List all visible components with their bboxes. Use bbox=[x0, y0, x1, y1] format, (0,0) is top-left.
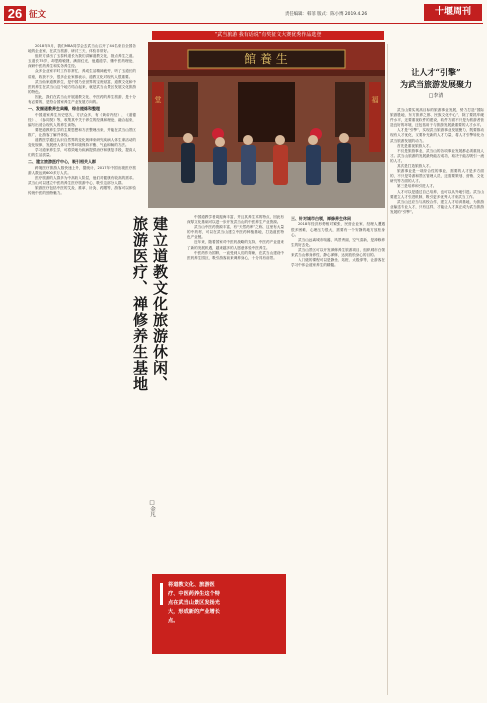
section-heading: 三、针对城市白领，禅修养生休闲 bbox=[291, 216, 351, 221]
right-column bbox=[390, 108, 484, 695]
paragraph: 人才可以是通过自己培养，也可以从外地引进。武当山要建立人才引进机制，吸引更多优秀人才来武当工作。 bbox=[390, 189, 484, 199]
paragraph: 2018年经济形势相对紧张，民营企业家、经理人遭遇很多困难，心理压力很大，需要有一个安静的地方放松身心。 bbox=[291, 222, 385, 237]
right-title-line-2: 为武当旅游发展聚力 bbox=[400, 79, 472, 89]
issue-info: 责任编辑：韩菲 版式：陈小博 2019.4.26 bbox=[285, 12, 368, 17]
paragraph: 武当仙家道教养生，是中国乃至世界的宝贵财富，道教文化和中医药养生在武当山这个地方结合起来，就是武当山景区发展文化旅游的特色。 bbox=[28, 79, 136, 94]
paragraph: 因此，我们在武当山开展道教文化、中医药的养生旅游，是十分有必要的，是符合国家养生产业发展方向的。 bbox=[28, 94, 136, 105]
right-article-title bbox=[390, 66, 482, 100]
page-number: 26 bbox=[4, 6, 26, 21]
paragraph: 道教医学通过认识自然界的变化规律来研究疾病人体生命活动的变化规律，发展使人体与外界环境保持平衡、气血和畅的方法。 bbox=[28, 138, 136, 148]
paragraph: 组织方请出了玉泰科道长为我们讲解道教文化，指点养生之道。玉道长75岁，却思路敏捷，满面红光，他通道学，懂中医药理论，深研中医药养生和实务养生经。 bbox=[28, 54, 136, 69]
left-couplet: 堂 bbox=[154, 96, 162, 104]
paragraph: 武当山中医药资源丰富，有“天然药库”之称，这里有大量的中药材，可以在武当山建立中医药种植基地，打造道医特色产业链。 bbox=[187, 225, 284, 240]
paragraph: 众多企业家平时工作非常忙，养成生活精神疲劳，听了玉道长的讲座，收获不少，很多企业家都表示，道教文化对现代人很重要。 bbox=[28, 69, 136, 79]
paragraph: 首先是重视旅游人才。 bbox=[397, 143, 433, 148]
header-rule bbox=[4, 23, 483, 24]
section-heading: 一、发掘道教养生典籍，综合提炼和整理 bbox=[28, 106, 100, 112]
paragraph: 人才是“引擎”，实现武当旅游事业发展聚力，既要推动现有人才优化，又要补充新的人才力量，将人才引擎转化为武当旅游发展的动力。 bbox=[390, 128, 484, 143]
paragraph: 近年来，随着国家对中医药战略的支持，中医药产业迎来了新的发展机遇，越来越多的人愿意体验中医养生。 bbox=[187, 240, 284, 250]
paragraph: 跨境医疗旅游人数快速上升，据统计，2017年中国出境医疗旅游人数达到600多万人次。 bbox=[28, 165, 136, 175]
paragraph: 第三是培养和引进人才。 bbox=[397, 184, 437, 189]
pull-quote-box bbox=[152, 574, 286, 654]
left-column bbox=[28, 44, 136, 695]
right-couplet: 福 bbox=[371, 96, 379, 104]
sign-text: 館 養 生 bbox=[244, 52, 288, 66]
right-article-author: □李清 bbox=[428, 93, 444, 99]
paragraph: 旅游医疗包括中医的艾灸、推拿、针灸、药膳等，游客可以体验传统中医的独特魅力。 bbox=[28, 186, 136, 196]
paragraph: 医疗旅游的人群多为中高收入阶层，他们对健康有较高的需求。武当山可以建立中医药养生医疗旅游中心，吸引这部分人群。 bbox=[28, 175, 136, 186]
paragraph: 武当山还应当与高校合作，建立人才培训基地，为旅游业输送专业人才，只有这样，才能让人才真正成为武当旅游发展的“引擎”。 bbox=[390, 199, 484, 214]
paragraph: 旅游事业是一项综合性的事业，需要的人才是多方面的，不只是导游和景区管理人员，还需要策划、营销、文化研究等方面的人才。 bbox=[390, 169, 484, 184]
paragraph: 中国道家养生历史悠久，方法众多，有《黄帝内经》、《道德经》、《参同契》等，收集其中关于养生的经典和理论，融合起来，编写出适合现代人的养生读物。 bbox=[28, 112, 136, 127]
paragraph: 中国道教学者周振海丰富，并且其养生术的特点，因此有深厚文化基础可以进一步开发武当山的中医养生产业资源。 bbox=[187, 215, 284, 225]
quote-mark bbox=[160, 583, 163, 605]
paragraph: 其次是打造旅游人才。 bbox=[397, 164, 433, 169]
right-title-line-1: 让人才“引擎” bbox=[411, 67, 461, 77]
paragraph: 不仅是旅游事业，武当山的各项事业发展都必须重视人才。武当山旅游的发展最终能否成功，取决于能否吸引一流的人才。 bbox=[390, 148, 484, 163]
pull-quote-text: 将道教文化、旅游医疗、中医药养生这个特点在武当山景区发扬光大，形成新的产业增长点。 bbox=[168, 582, 220, 624]
publication-brand: 十堰周刊 bbox=[424, 4, 482, 21]
section-heading: 二、建立旅游医疗中心，吸引相关人群 bbox=[28, 159, 96, 165]
paragraph: 学习道家养生学，可将效地为疾病提供治疗和康复手段，提高人们的生活质量。 bbox=[28, 148, 136, 158]
paragraph: 武当山要实现高目标的旅游事业发展，势力打造“国际旅游胜地、东方旅养之都、民族文化中心”，除了要抓牢硬件水平，还要重视软件的建设，软件方面不只是为旅游者营造良好的环境，还包括用于与旅游发展最重要的人才水平。 bbox=[390, 108, 484, 128]
headline-line-2: 旅游医疗、禅修养生基地 bbox=[131, 216, 149, 392]
paragraph: 武当山景区可以开发禅修养生旅游项目，组织城市白领来武当山修身养性，静心禅修，达到放松身心的目的。 bbox=[291, 247, 385, 257]
paragraph: 要把道教养生学的主要思想和方法整理出来，并能在武当山景区推广，让游客了解并体验。 bbox=[28, 127, 136, 137]
column-divider bbox=[387, 44, 388, 695]
paragraph: 中医药作为国粹，一直受到人们的青睐，在武当山建设中医药养生园区，吸引游客前来调养身心，十分具有前景。 bbox=[187, 250, 284, 260]
paragraph: 2018年5月，我们MBA同学会去武当山召开了44名来自全国各地的企业家，在武当旅游、研讨三天，体验非常好。 bbox=[28, 44, 136, 54]
hall-photo bbox=[148, 42, 385, 208]
article-author: □金凡 bbox=[149, 500, 155, 517]
essay-contest-banner: “武当旅游 我有话说”有奖征文大赛优秀作品选登 bbox=[152, 31, 384, 40]
paragraph: 入门级的课程可以是静坐、站桩、太极拳等，让游客在学习中体会道家养生的精髓。 bbox=[291, 258, 385, 268]
middle-column-2 bbox=[291, 215, 385, 695]
paragraph: 武当山远离城市喧嚣，风景秀丽，空气清新，是禅修养生的好去处。 bbox=[291, 237, 385, 247]
headline-line-1: 建立道教文化旅游休闲、 bbox=[151, 216, 169, 392]
section-title: 征文 bbox=[29, 10, 47, 20]
